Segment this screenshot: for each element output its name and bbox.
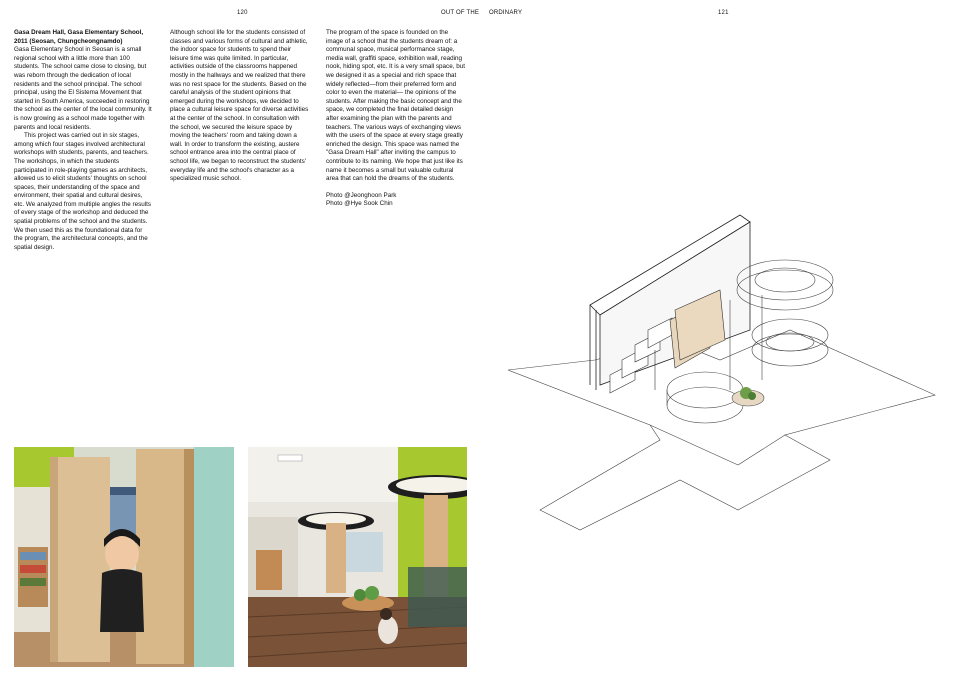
axonometric-drawing (500, 210, 940, 550)
right-page-number: 121 (718, 10, 729, 16)
body-paragraph-2: This project was carried out in six stages, among which four stages involved architectural workshops with students, parents, and teachers. The workshops, in which the students participated in role-playing games as architects, allowed us to elicit students' thoughts on school spaces, their understanding of the space and environment, their spatial and cultural desires, etc. We analyzed from multiple angles the results of every stage of the workshop and deduced the spatial problems of the school and the students. We then used this as the foundational data for the program, the architectural concepts, and the spatial design. (14, 132, 152, 251)
left-page-number: 120 (237, 10, 248, 16)
running-header-left: OUT OF THE (441, 10, 480, 16)
text-column-2 (170, 29, 310, 184)
article-heading: Gasa Dream Hall, Gasa Elementary School, 2011 (Seosan, Chungcheongnamdo) (14, 29, 144, 45)
photo-interior-hall (248, 447, 467, 667)
body-paragraph-1: Gasa Elementary School in Seosan is a small regional school with a little more than 100 students. The school came close to closing, but was reborn through the dedication of local residents and the school principal. The school principal, using the El Sistema Movement that started in South America, succeeded in restoring the school as the center of the local community. It is now growing as a school made together with parents and local residents. (14, 46, 152, 131)
photo-credit-2: Photo @Hye Sook Chin (326, 200, 393, 208)
text-column-3 (326, 29, 466, 209)
body-paragraph-4: The program of the space is founded on the image of a school that the students dream of: a communal space, musical performance stage, media wall, graffiti space, exhibition wall, reading nook, hiding spot, etc. It is a very small space, but we designed it as a special and rich space that widely reflected—from their preferred form and color to even the material— the opinions of the students. After making the basic concept and the space, we completed the final detailed design after examining the plan with the parents and teachers. The various ways of exchanging views with the users of the space at every stage greatly enriched the design. This space was named the "Gasa Dream Hall" after inviting the campus to contribute to its naming. We hope that just like its name it becomes a small but valuable cultural area that can hold the dreams of the students. (326, 29, 465, 183)
body-paragraph-3: Although school life for the students consisted of classes and various forms of cultural and athletic, the indoor space for students to spend their leisure time was quite limited. In particular, activities outside of the classrooms happened mostly in the hallways and we realized that there was no rest space for the students. Based on the careful analysis of the student opinions that emerged during the workshops, we decided to place a cultural leisure space for diverse activities at the center of the school. In consultation with the school, we secured the leisure space by moving the teachers' room and taking down a wall. In order to transform the existing, austere school entrance area into the central place of school life, we began to reconstruct the students' everyday life and the school's character as a specialized music school. (170, 29, 309, 183)
running-header-right: ORDINARY (489, 10, 523, 16)
photo-child-peeking (14, 447, 234, 667)
text-column-1 (14, 29, 152, 252)
photo-credit-1: Photo @Jeonghoon Park (326, 191, 397, 199)
